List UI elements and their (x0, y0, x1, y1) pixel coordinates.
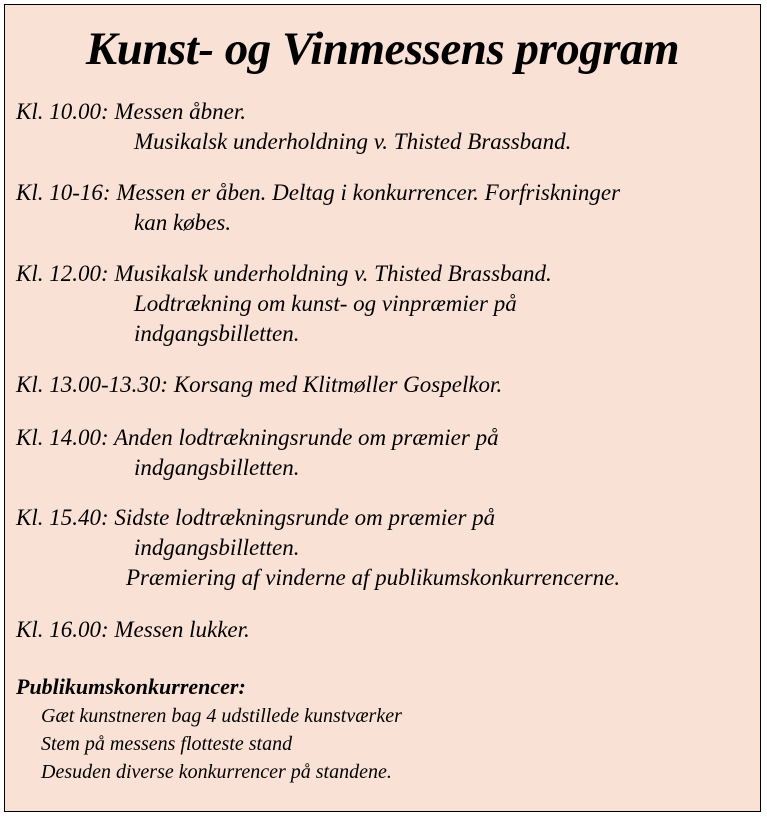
entry-time: Kl. 10-16: (16, 180, 111, 205)
competition-item: Gæt kunstneren bag 4 udstillede kunstværker (41, 705, 402, 727)
entry-text: Musikalsk underholdning v. Thisted Brassband. (134, 129, 572, 154)
entry-text: Korsang med Klitmøller Gospelkor. (173, 372, 503, 397)
program-entry (16, 178, 620, 238)
entry-text: indgangsbilletten. (134, 455, 300, 480)
competition-item: Stem på messens flotteste stand (41, 733, 293, 755)
entry-time: Kl. 12.00: (16, 261, 109, 286)
entry-text: Lodtrækning om kunst- og vinpræmier på (134, 291, 517, 316)
program-entry (16, 97, 571, 157)
competitions-heading: Publikumskonkurrencer: (16, 674, 246, 699)
entry-text: kan købes. (134, 210, 232, 235)
page-title: Kunst- og Vinmessens program (85, 23, 680, 75)
entry-time: Kl. 15.40: (16, 505, 109, 530)
competitions-list (41, 702, 402, 786)
entry-text: Messen lukker. (114, 617, 250, 642)
entry-time: Kl. 14.00: (16, 425, 109, 450)
entry-time: Kl. 16.00: (16, 617, 109, 642)
entry-text: Præmiering af vinderne af publikumskonkurrencerne. (126, 565, 621, 590)
program-entry (16, 503, 620, 593)
program-box (4, 4, 761, 812)
entry-text: Anden lodtrækningsrunde om præmier på (113, 425, 499, 450)
entry-text: Musikalsk underholdning v. Thisted Brassband. (114, 261, 552, 286)
entry-text: Messen åbner. (114, 99, 246, 124)
competition-item: Desuden diverse konkurrencer på standene. (41, 761, 392, 783)
program-entry (16, 370, 502, 400)
entry-time: Kl. 13.00-13.30: (16, 372, 169, 397)
program-entry (16, 615, 250, 645)
program-entry (16, 423, 499, 483)
entry-time: Kl. 10.00: (16, 99, 109, 124)
entry-text: Messen er åben. Deltag i konkurrencer. Forfriskninger (116, 180, 621, 205)
entry-text: indgangsbilletten. (134, 535, 300, 560)
program-entry (16, 259, 552, 349)
entry-text: indgangsbilletten. (134, 321, 300, 346)
entry-text: Sidste lodtrækningsrunde om præmier på (114, 505, 496, 530)
